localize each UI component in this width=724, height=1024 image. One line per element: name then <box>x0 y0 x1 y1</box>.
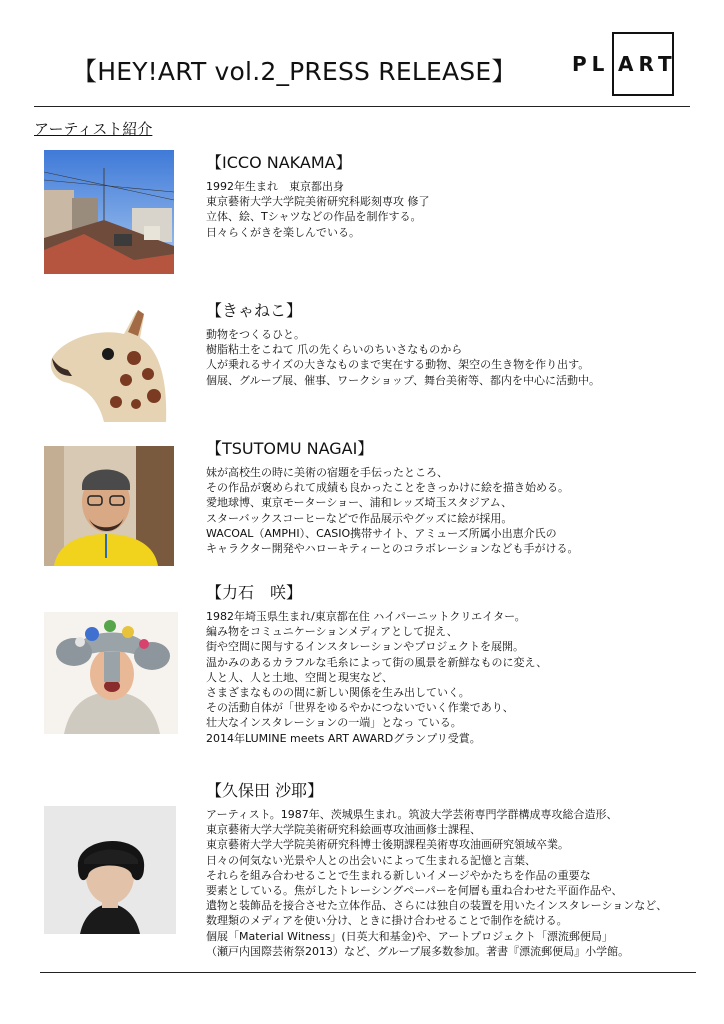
header-divider <box>34 106 690 107</box>
page-title: 【HEY!ART vol.2_PRESS RELEASE】 <box>72 57 517 86</box>
artist-bio <box>206 465 578 556</box>
bio-line: 人と人、人と土地、空間と現実など、 <box>206 670 393 684</box>
bio-line: WACOAL（AMPHI）、CASIO携帯サイト、アミューズ所属小出恵介氏の <box>206 526 557 540</box>
artist-info <box>206 298 600 388</box>
artist-bio <box>206 327 600 388</box>
bio-line: 動物をつくるひと。 <box>206 328 305 341</box>
section-title: アーティスト紹介 <box>34 120 153 138</box>
bio-line: スターバックスコーヒーなどで作品展示やグッズに絵が採用。 <box>206 511 513 525</box>
bio-line: 東京藝術大学大学院美術研究科絵画専攻油画修士課程、 <box>206 823 481 837</box>
bio-line: 立体、絵、Tシャツなどの作品を制作する。 <box>206 210 422 224</box>
bio-line: さまざまなものの間に新しい関係を生み出していく。 <box>206 686 470 700</box>
artist-photo-portrait <box>44 446 174 566</box>
artist-name: 【久保田 沙耶】 <box>206 781 324 800</box>
bio-line: 壮大なインスタレーションの一端」となっ ている。 <box>206 716 462 730</box>
logo-text-art: ART <box>618 52 677 76</box>
plart-logo <box>572 32 676 98</box>
bio-line: 個展「Material Witness」(日英大和基金)や、アートプロジェクト「漂流郵便局」 <box>206 929 613 943</box>
logo-text-pl: PL <box>572 52 610 76</box>
bio-line: 温かみのあるカラフルな毛糸によって街の風景を新鮮なものに変え、 <box>206 655 548 669</box>
artist-photo-bob-hair <box>44 806 176 934</box>
artist-name: 【ICCO NAKAMA】 <box>206 153 352 172</box>
bio-line: アーティスト。1987年、茨城県生まれ。筑波大学芸術専門学群構成専攻総合造形、 <box>206 808 618 821</box>
artist-info <box>206 778 667 959</box>
bio-line: 個展、グループ展、催事、ワークショップ、舞台美術等、都内を中心に活動中。 <box>206 373 601 387</box>
bio-line: 編み物をコミュニケーションメディアとして捉え、 <box>206 625 458 639</box>
bio-line: 2014年LUMINE meets ART AWARDグランプリ受賞。 <box>206 731 481 745</box>
artist-bio <box>206 609 547 746</box>
bio-line: 遺物と装飾品を接合させた立体作品、さらには独自の装置を用いたインスタレーションなど、 <box>206 899 668 913</box>
bio-line: 樹脂粘土をこねて 爪の先くらいのちいさなものから <box>206 343 463 357</box>
bio-line: 数理類のメディアを使い分け、ときに掛け合わせることで制作を続ける。 <box>206 914 568 928</box>
bio-line: 街や空間に関与するインスタレーションやプロジェクトを展開。 <box>206 640 525 654</box>
bio-line: 東京藝術大学大学院美術研究科博士後期課程美術専攻油画研究領域卒業。 <box>206 838 569 852</box>
footer-divider <box>40 972 696 973</box>
bio-line: キャラクター開発やハローキティーとのコラボレーションなども手がける。 <box>206 542 579 556</box>
bio-line: 日々らくがきを楽しんでいる。 <box>206 225 360 239</box>
artist-bio <box>206 807 667 959</box>
bio-line: その作品が褒められて成績も良かったことをきっかけに絵を描き始める。 <box>206 481 569 495</box>
bio-line: 日々の何気ない光景や人との出会いによって生まれる記憶と言葉、 <box>206 853 536 867</box>
artist-photo-knit-hat <box>44 612 178 734</box>
artist-name: 【きゃねこ】 <box>206 301 303 320</box>
artist-info <box>206 580 547 746</box>
artist-name: 【TSUTOMU NAGAI】 <box>206 439 374 458</box>
bio-line: （瀬戸内国際芸術祭2013）など、グループ展多数参加。著書『漂流郵便局』小学館。 <box>206 944 630 958</box>
bio-line: 東京藝術大学大学院美術研究科彫刻専攻 修了 <box>206 195 430 209</box>
bio-line: 1982年埼玉県生まれ/東京都在住 ハイパーニットクリエイター。 <box>206 610 526 623</box>
artist-info <box>206 150 430 240</box>
bio-line: 愛地球博、東京モーターショー、浦和レッズ埼玉スタジアム、 <box>206 496 513 510</box>
artist-bio <box>206 179 430 240</box>
artist-name: 【力石 咲】 <box>206 583 303 602</box>
bio-line: 1992年生まれ 東京都出身 <box>206 180 344 193</box>
bio-line: 要素としている。焦がしたトレーシングペーパーを何層も重ね合わせた平面作品や、 <box>206 884 623 898</box>
bio-line: 人が乗れるサイズの大きなものまで実在する動物、架空の生き物を作り出す。 <box>206 358 590 372</box>
bio-line: その活動自体が「世界をゆるやかにつないでいく作業であり、 <box>206 701 514 715</box>
bio-line: それらを組み合わせることで生まれる新しいイメージやかたちを作品の重要な <box>206 868 591 882</box>
artist-photo-rooftop <box>44 150 174 274</box>
artist-photo-giraffe <box>44 298 174 422</box>
bio-line: 妹が高校生の時に美術の宿題を手伝ったところ、 <box>206 466 448 479</box>
artist-info <box>206 436 578 556</box>
